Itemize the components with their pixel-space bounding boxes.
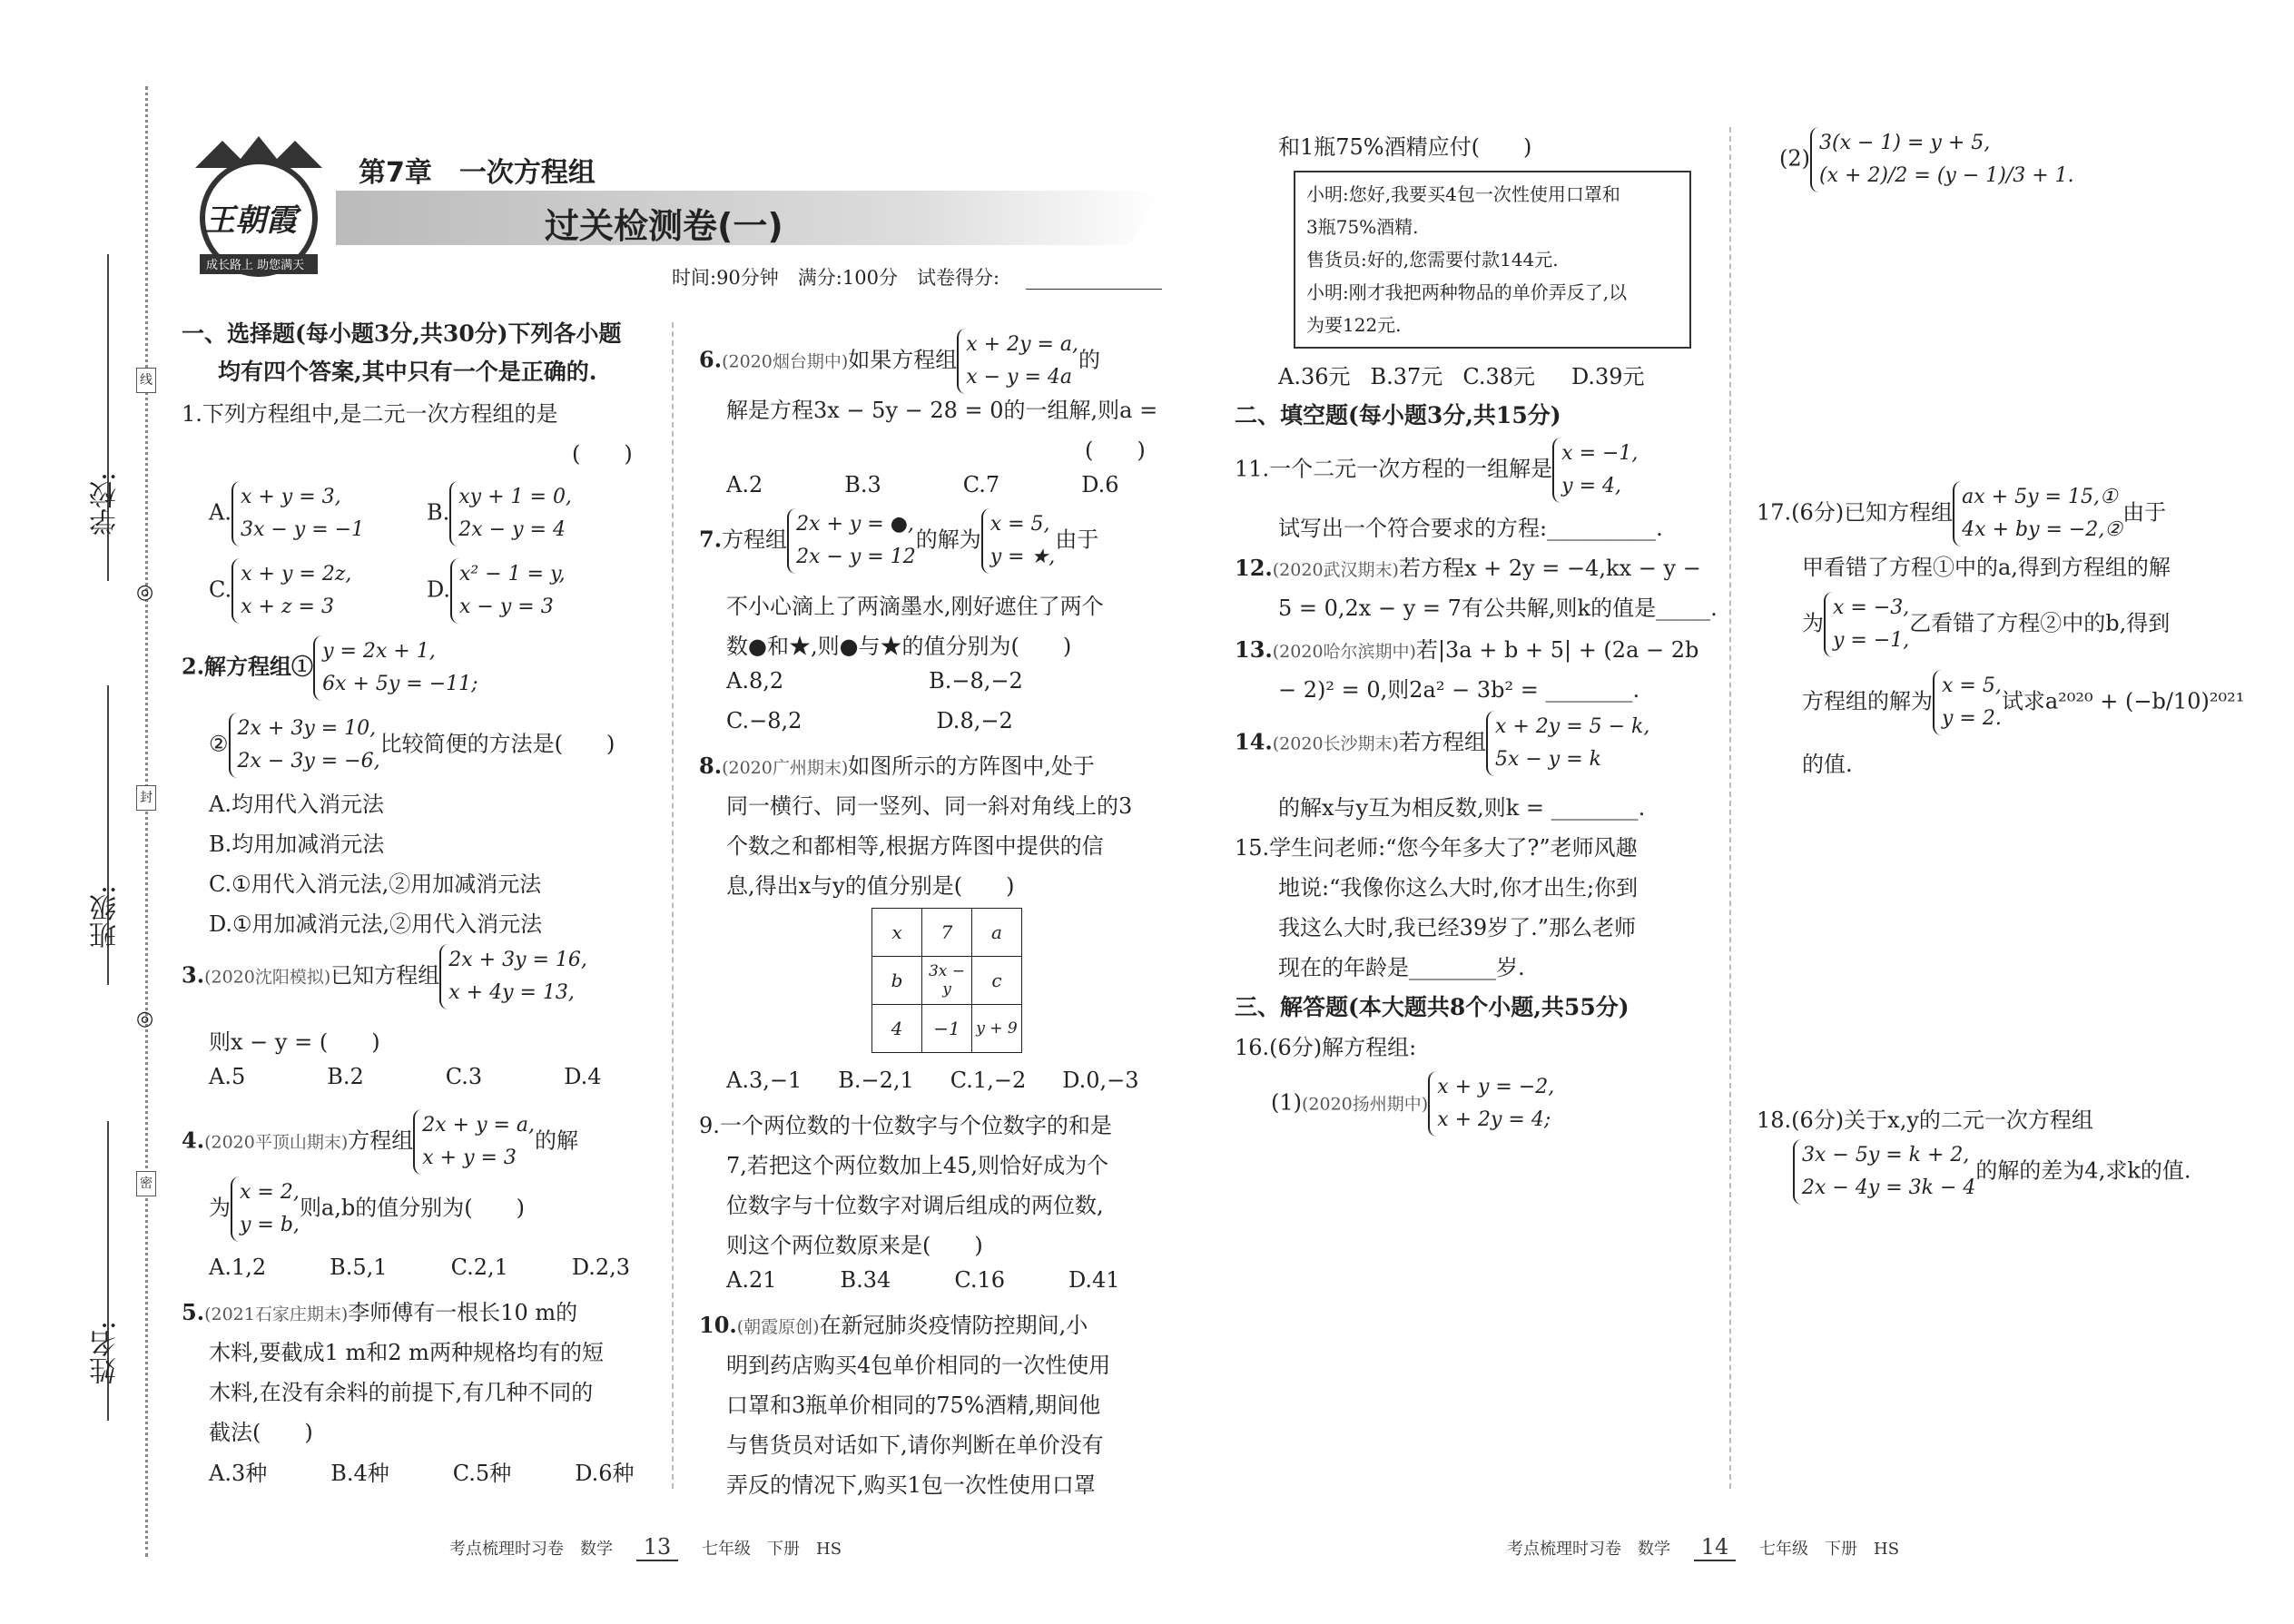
q17-solution-2: x = 5, y = 2.	[1933, 670, 2002, 735]
q13-number: 13.	[1235, 636, 1273, 663]
q5-line: 木料,在没有余料的前提下,有几种不同的	[209, 1380, 594, 1405]
q4-question: 则a,b的值分别为( )	[299, 1195, 525, 1221]
q11-fill-blank[interactable]: 试写出一个符合要求的方程:__________.	[1278, 516, 1663, 541]
q9-line: 9.一个两位数的十位数字与个位数字的和是	[699, 1113, 1112, 1138]
q7-stem-tail: 由于	[1055, 527, 1099, 553]
q6-option-b[interactable]: B.3	[844, 472, 881, 497]
q1-stem: 1.下列方程组中,是二元一次方程组的是	[182, 401, 558, 427]
q2-option-b[interactable]: B.均用加减消元法	[209, 832, 385, 857]
q6-option-d[interactable]: D.6	[1081, 472, 1119, 497]
q10-dialog-box	[1294, 171, 1691, 349]
q17-line: 甲看错了方程①中的a,得到方程组的解	[1802, 555, 2171, 580]
section3-title: 三、解答题(本大题共8个小题,共55分)	[1235, 994, 1629, 1020]
q7-solution: x = 5, y = ★,	[981, 508, 1056, 574]
q15-fill-blank[interactable]: 现在的年龄是________岁.	[1278, 955, 1525, 980]
q10-option-a[interactable]: A.36元	[1278, 364, 1351, 389]
q2-option-a[interactable]: A.均用代入消元法	[209, 792, 384, 817]
dialog-line: 3瓶75%酒精.	[1306, 216, 1419, 238]
grid-cell: a	[972, 909, 1022, 957]
q3-number: 3.	[182, 961, 205, 989]
q4-solution: x = 2, y = b,	[231, 1176, 300, 1242]
q10-line: 和1瓶75%酒精应付( )	[1278, 134, 1532, 160]
q6-answer-paren[interactable]: ( )	[1085, 438, 1146, 463]
grid-cell: y + 9	[972, 1005, 1022, 1053]
page-number: 14	[1694, 1534, 1737, 1561]
exam-meta: 时间:90分钟 满分:100分 试卷得分:	[672, 267, 1000, 289]
q10-option-d[interactable]: D.39元	[1571, 364, 1645, 389]
class-label: 班级:	[90, 885, 122, 950]
q3-system: 2x + 3y = 16, x + 4y = 13,	[439, 944, 587, 1009]
section1-title-cont: 均有四个答案,其中只有一个是正确的.	[218, 359, 597, 385]
q4-system: 2x + y = a, x + y = 3	[413, 1109, 535, 1175]
grid-cell: 4	[872, 1005, 922, 1053]
q17-system: ax + 5y = 15,① 4x + by = −2,②	[1953, 481, 2122, 546]
q2-option-c[interactable]: C.①用代入消元法,②用加减消元法	[209, 871, 542, 897]
q3-source: (2020沈阳模拟)	[204, 967, 331, 988]
q9-line: 位数字与十位数字对调后组成的两位数,	[726, 1193, 1104, 1218]
q6-option-c[interactable]: C.7	[962, 472, 1000, 497]
dialog-line: 售货员:好的,您需要付款144元.	[1306, 249, 1559, 271]
q14-source: (2020长沙期末)	[1272, 733, 1399, 754]
q10-line: 口罩和3瓶单价相同的75%酒精,期间他	[726, 1393, 1101, 1418]
q1-option-a[interactable]: A.	[209, 499, 231, 526]
q9-option-a[interactable]: A.21	[726, 1267, 777, 1293]
dialog-line: 为要122元.	[1306, 314, 1402, 336]
q9-option-b[interactable]: B.34	[840, 1267, 891, 1293]
q5-source: (2021石家庄期末)	[204, 1304, 349, 1324]
q7-system: 2x + y = ●, 2x − y = 12	[787, 508, 916, 574]
footer-grade: 七年级 下册 HS	[702, 1540, 842, 1559]
q4-pre: 为	[209, 1195, 231, 1221]
dialog-line: 小明:您好,我要买4包一次性使用口罩和	[1306, 183, 1620, 205]
q16-part1-system: x + y = −2, x + 2y = 4;	[1428, 1071, 1554, 1137]
q2-question: 比较简便的方法是( )	[379, 731, 615, 757]
q9-line: 则这个两位数原来是( )	[726, 1233, 983, 1258]
q17-line: 方程组的解为	[1802, 688, 1933, 714]
q14-stem: 若方程组	[1398, 729, 1486, 755]
q7-option-c[interactable]: C.−8,2	[726, 708, 802, 733]
q16-stem: 16.(6分)解方程组:	[1235, 1035, 1417, 1060]
q3-option-a[interactable]: A.5	[209, 1064, 246, 1089]
q16-part1-source: (2020扬州期中)	[1302, 1094, 1429, 1115]
q4-source: (2020平顶山期末)	[204, 1132, 349, 1153]
q1-option-b[interactable]: B.	[427, 499, 450, 526]
q7-number: 7.	[699, 526, 723, 553]
q10-line: 弄反的情况下,购买1包一次性使用口罩	[726, 1472, 1096, 1498]
q14-number: 14.	[1235, 728, 1273, 755]
q5-number: 5.	[182, 1299, 205, 1325]
q8-line: 同一横行、同一竖列、同一斜对角线上的3	[726, 793, 1133, 819]
page-number: 13	[636, 1534, 679, 1561]
q17-line: 的值.	[1802, 752, 1853, 777]
q10-option-b[interactable]: B.37元	[1370, 364, 1443, 389]
q12-source: (2020武汉期末)	[1272, 560, 1399, 580]
q10-line: 在新冠肺炎疫情防控期间,小	[819, 1313, 1088, 1338]
q18-question: 的解的差为4,求k的值.	[1975, 1157, 2191, 1184]
q8-line: 个数之和都相等,根据方阵图中提供的信	[726, 833, 1104, 859]
q4-option-b[interactable]: B.5,1	[330, 1255, 388, 1280]
q1-option-c[interactable]: C.	[209, 576, 232, 603]
q10-option-c[interactable]: C.38元	[1462, 364, 1535, 389]
q17-stem: 17.(6分)已知方程组	[1757, 499, 1954, 526]
q17-stem-tail: 由于	[2122, 499, 2167, 526]
q1-answer-paren[interactable]: ( )	[572, 441, 633, 467]
q15-line: 地说:“我像你这么大时,你才出生;你到	[1278, 875, 1639, 901]
column-separator	[672, 322, 674, 1489]
binding-mark-secret: 密	[136, 1171, 156, 1196]
q18-system: 3x − 5y = k + 2, 2x − 4y = 3k − 4	[1793, 1139, 1975, 1205]
q13-line: 若|3a + b + 5| + (2a − 2b	[1415, 637, 1699, 663]
binding-dotted-line	[145, 86, 148, 1557]
q1-a-system: x + y = 3, 3x − y = −1	[231, 481, 364, 546]
section2-title: 二、填空题(每小题3分,共15分)	[1235, 402, 1561, 428]
q3-option-d[interactable]: D.4	[564, 1064, 602, 1089]
brand-name: 王朝霞	[204, 202, 297, 239]
q17-line: 乙看错了方程②中的b,得到	[1909, 610, 2171, 636]
grid-cell: 3x − y	[922, 957, 972, 1005]
q2-system-2: 2x + 3y = 10, 2x − 3y = −6,	[229, 713, 380, 778]
q3-option-c[interactable]: C.3	[445, 1064, 483, 1089]
q6-line: 解是方程3x − 5y − 28 = 0的一组解,则a =	[726, 398, 1158, 423]
binding-mark-seal: 封	[136, 785, 156, 811]
q5-line: 木料,要截成1 m和2 m两种规格均有的短	[209, 1340, 604, 1365]
q5-option-c[interactable]: C.5种	[452, 1461, 512, 1486]
q4-option-c[interactable]: C.2,1	[450, 1255, 508, 1280]
footer-left	[449, 1534, 842, 1561]
q14-system: x + 2y = 5 − k, 5x − y = k	[1486, 711, 1649, 776]
q8-number: 8.	[699, 753, 723, 779]
q8-option-c[interactable]: C.1,−2	[950, 1068, 1027, 1093]
grid-cell: 7	[922, 909, 972, 957]
q12-line: 若方程x + 2y = −4,kx − y −	[1398, 556, 1701, 581]
chapter-title: 第7章 一次方程组	[359, 157, 596, 189]
brand-logo	[168, 132, 350, 277]
q13-fill-blank[interactable]: − 2)² = 0,则2a² − 3b² = ________.	[1278, 677, 1640, 703]
q11-stem: 11.一个二元一次方程的一组解是	[1235, 456, 1553, 482]
q10-number: 10.	[699, 1312, 737, 1338]
section1-title: 一、选择题(每小题3分,共30分)下列各小题	[182, 320, 622, 347]
q5-option-b[interactable]: B.4种	[330, 1461, 389, 1486]
binding-bullet: ◎	[136, 1008, 154, 1030]
q7-line: 不小心滴上了两滴墨水,刚好遮住了两个	[726, 594, 1104, 619]
q17-expression: 试求a²⁰²⁰ + (−b/10)²⁰²¹	[2001, 688, 2245, 714]
q3-question: 则x − y = ( )	[209, 1029, 380, 1055]
q6-stem-tail: 的	[1078, 347, 1101, 373]
grid-cell: c	[972, 957, 1022, 1005]
q7-stem-mid: 的解为	[915, 527, 981, 553]
q8-source: (2020广州期末)	[722, 758, 849, 778]
q8-line: 如图所示的方阵图中,处于	[848, 753, 1095, 779]
binding-bullet: ◎	[136, 581, 154, 604]
q16-part1-label: (1)	[1271, 1089, 1302, 1116]
q10-source: (朝霞原创)	[736, 1317, 820, 1337]
q8-magic-square	[871, 908, 1022, 1053]
q6-source: (2020烟台期中)	[722, 351, 849, 372]
q7-option-a[interactable]: A.8,2	[726, 668, 784, 694]
q1-c-system: x + y = 2z, x + z = 3	[231, 558, 351, 624]
q9-line: 7,若把这个两位数加上45,则恰好成为个	[726, 1153, 1109, 1178]
q17-solution-1: x = −3, y = −1,	[1824, 592, 1909, 657]
q13-source: (2020哈尔滨期中)	[1272, 642, 1416, 662]
q7-option-b[interactable]: B.−8,−2	[929, 668, 1023, 694]
q9-option-d[interactable]: D.41	[1068, 1267, 1120, 1293]
footer-grade: 七年级 下册 HS	[1759, 1540, 1900, 1559]
exam-title: 过关检测卷(一)	[545, 206, 783, 246]
q16-part2-label: (2)	[1779, 145, 1810, 172]
column-separator	[1729, 127, 1731, 1489]
footer-right	[1507, 1534, 1899, 1561]
q1-option-d[interactable]: D.	[427, 576, 451, 603]
q8-option-a[interactable]: A.3,−1	[726, 1068, 802, 1093]
footer-series: 考点梳理时习卷 数学	[1507, 1540, 1670, 1559]
grid-cell: x	[872, 909, 922, 957]
school-label: 学校:	[90, 472, 122, 536]
q6-stem: 如果方程组	[848, 347, 958, 373]
q6-system: x + 2y = a, x − y = 4a	[957, 329, 1078, 394]
q6-number: 6.	[699, 346, 723, 373]
q11-solution: x = −1, y = 4,	[1552, 438, 1638, 503]
score-field[interactable]	[1026, 289, 1162, 290]
q8-option-b[interactable]: B.−2,1	[838, 1068, 914, 1093]
q5-line: 截法( )	[209, 1420, 313, 1445]
q9-option-c[interactable]: C.16	[954, 1267, 1005, 1293]
q2-system-1: y = 2x + 1, 6x + 5y = −11;	[313, 635, 478, 701]
q1-d-system: x² − 1 = y, x − y = 3	[450, 558, 566, 624]
q5-option-d[interactable]: D.6种	[575, 1461, 635, 1486]
q3-option-b[interactable]: B.2	[327, 1064, 364, 1089]
q4-stem: 方程组	[348, 1127, 414, 1154]
q7-option-d[interactable]: D.8,−2	[936, 708, 1013, 733]
q5-line: 李师傅有一根长10 m的	[348, 1300, 578, 1325]
q10-line: 明到药店购买4包单价相同的一次性使用	[726, 1353, 1111, 1378]
q8-line: 息,得出x与y的值分别是( )	[726, 873, 1015, 899]
q1-b-system: xy + 1 = 0, 2x − y = 4	[449, 481, 572, 546]
q15-line: 我这么大时,我已经39岁了.”那么老师	[1278, 915, 1637, 940]
q10-line: 与售货员对话如下,请你判断在单价没有	[726, 1432, 1104, 1458]
q4-option-a[interactable]: A.1,2	[209, 1255, 267, 1280]
q3-stem: 已知方程组	[330, 962, 440, 989]
q6-option-a[interactable]: A.2	[726, 472, 763, 497]
q14-fill-blank[interactable]: 的解x与y互为相反数,则k = ________.	[1278, 795, 1646, 821]
q17-pre: 为	[1802, 610, 1824, 636]
q4-number: 4.	[182, 1127, 205, 1154]
q8-option-d[interactable]: D.0,−3	[1062, 1068, 1139, 1093]
q7-line: 数●和★,则●与★的值分别为( )	[726, 634, 1072, 659]
grid-cell: b	[872, 957, 922, 1005]
footer-series: 考点梳理时习卷 数学	[449, 1540, 613, 1559]
grid-cell: −1	[922, 1005, 972, 1053]
q4-stem-tail: 的解	[535, 1127, 579, 1154]
name-label: 姓名:	[90, 1321, 122, 1385]
q18-stem: 18.(6分)关于x,y的二元一次方程组	[1757, 1107, 2093, 1133]
q2-option-d[interactable]: D.①用加减消元法,②用代入消元法	[209, 911, 543, 937]
q2-stem: 2.解方程组①	[182, 653, 314, 680]
q5-option-a[interactable]: A.3种	[209, 1461, 268, 1486]
q16-part2-system: 3(x − 1) = y + 5, (x + 2)/2 = (y − 1)/3 + 1.	[1810, 127, 2074, 192]
q15-line: 15.学生问老师:“您今年多大了?”老师风趣	[1235, 835, 1638, 861]
q12-number: 12.	[1235, 555, 1273, 581]
brand-tagline: 成长路上 助您满天	[206, 259, 305, 272]
q12-fill-blank[interactable]: 5 = 0,2x − y = 7有公共解,则k的值是_____.	[1278, 595, 1718, 621]
q4-option-d[interactable]: D.2,3	[571, 1255, 631, 1280]
q7-stem: 方程组	[722, 527, 788, 553]
binding-mark-line: 线	[136, 368, 156, 393]
dialog-line: 小明:刚才我把两种物品的单价弄反了,以	[1306, 281, 1628, 303]
